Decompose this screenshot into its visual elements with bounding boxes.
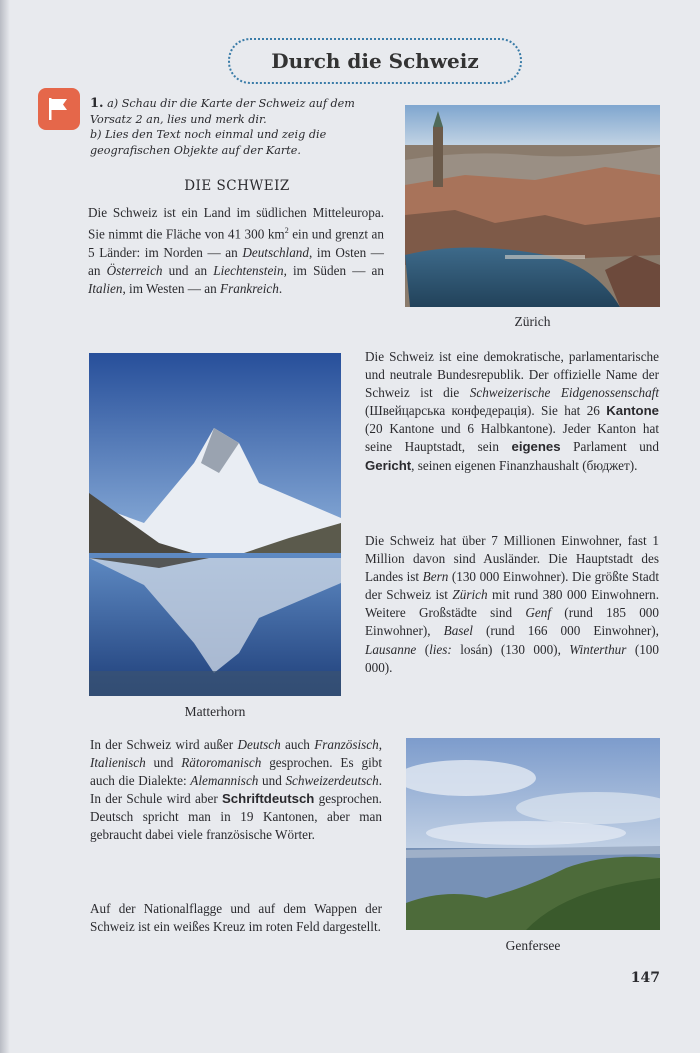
paragraph-flag: Auf der Nationalflagge und auf dem Wappen der Schweiz ist ein weißes Kreuz im roten Feld dargestellt. xyxy=(90,901,382,935)
page-number: 147 xyxy=(630,970,660,986)
genfersee-photo xyxy=(406,738,660,930)
task-instructions xyxy=(90,96,386,158)
caption-matterhorn: Matterhorn xyxy=(184,704,246,719)
matterhorn-photo xyxy=(89,353,341,696)
flag-icon xyxy=(38,88,80,130)
caption-zurich: Zürich xyxy=(514,314,551,329)
task-b: b) Lies den Text noch einmal und zeig die geografischen Objekte auf der Karte. xyxy=(90,128,327,157)
title-frame xyxy=(228,38,522,84)
caption-genfersee: Genfersee xyxy=(505,938,561,953)
paragraph-languages: In der Schweiz wird außer Deutsch auch Französisch, Italienisch und Rätoromanisch gesprochen. Es gibt auch die Dialekte: Alemannisch und Schweizerdeutsch. In der Schule wird aber Schriftdeutsch gesprochen. Deutsch spricht man in 19 Kantonen, aber man gebraucht dabei viele französische Wörter. xyxy=(90,737,383,843)
page-edge-shadow xyxy=(0,0,10,1053)
paragraph-population: Die Schweiz hat über 7 Millionen Einwohner, fast 1 Million davon sind Ausländer. Die Hauptstadt des Landes ist Bern (130 000 Einwohner). Die größte Stadt der Schweiz ist Zürich mit rund 380 000 Einwohnern. Weitere Großstädte sind Genf (rund 185 000 Einwohner), Basel (rund 166 000 Einwohner), Lausanne (lies: losán) (130 000), Winterthur (100 000). xyxy=(365,533,659,675)
page-title: Durch die Schweiz xyxy=(271,49,479,73)
text-heading: DIE SCHWEIZ xyxy=(184,178,290,194)
task-a: a) Schau dir die Karte der Schweiz auf dem Vorsatz 2 an, lies und merk dir. xyxy=(90,97,355,126)
paragraph-government: Die Schweiz ist eine demokratische, parlamentarische und neutrale Bundesrepublik. Der offizielle Name der Schweiz ist die Schweizerische Eidgenossenschaft (Швейцарська конфедерація). Sie hat 26 Kantone (20 Kantone und 6 Halbkantone). Jeder Kanton hat seine Hauptstadt, sein eigenes Parlament und Gericht, seinen eigenen Finanzhaushalt (бюджет). xyxy=(365,349,659,473)
task-number: 1. xyxy=(90,96,104,111)
zurich-photo xyxy=(405,105,660,307)
paragraph-intro: Die Schweiz ist ein Land im südlichen Mitteleuropa. Sie nimmt die Fläche von 41 300 $km^2$ ein und grenzt an 5 Länder: im Norden — an Deutschland, im Osten — an Österreich und an Liechtenstein, im Süden — an Italien, im Westen — an Frankreich. xyxy=(88,205,385,296)
